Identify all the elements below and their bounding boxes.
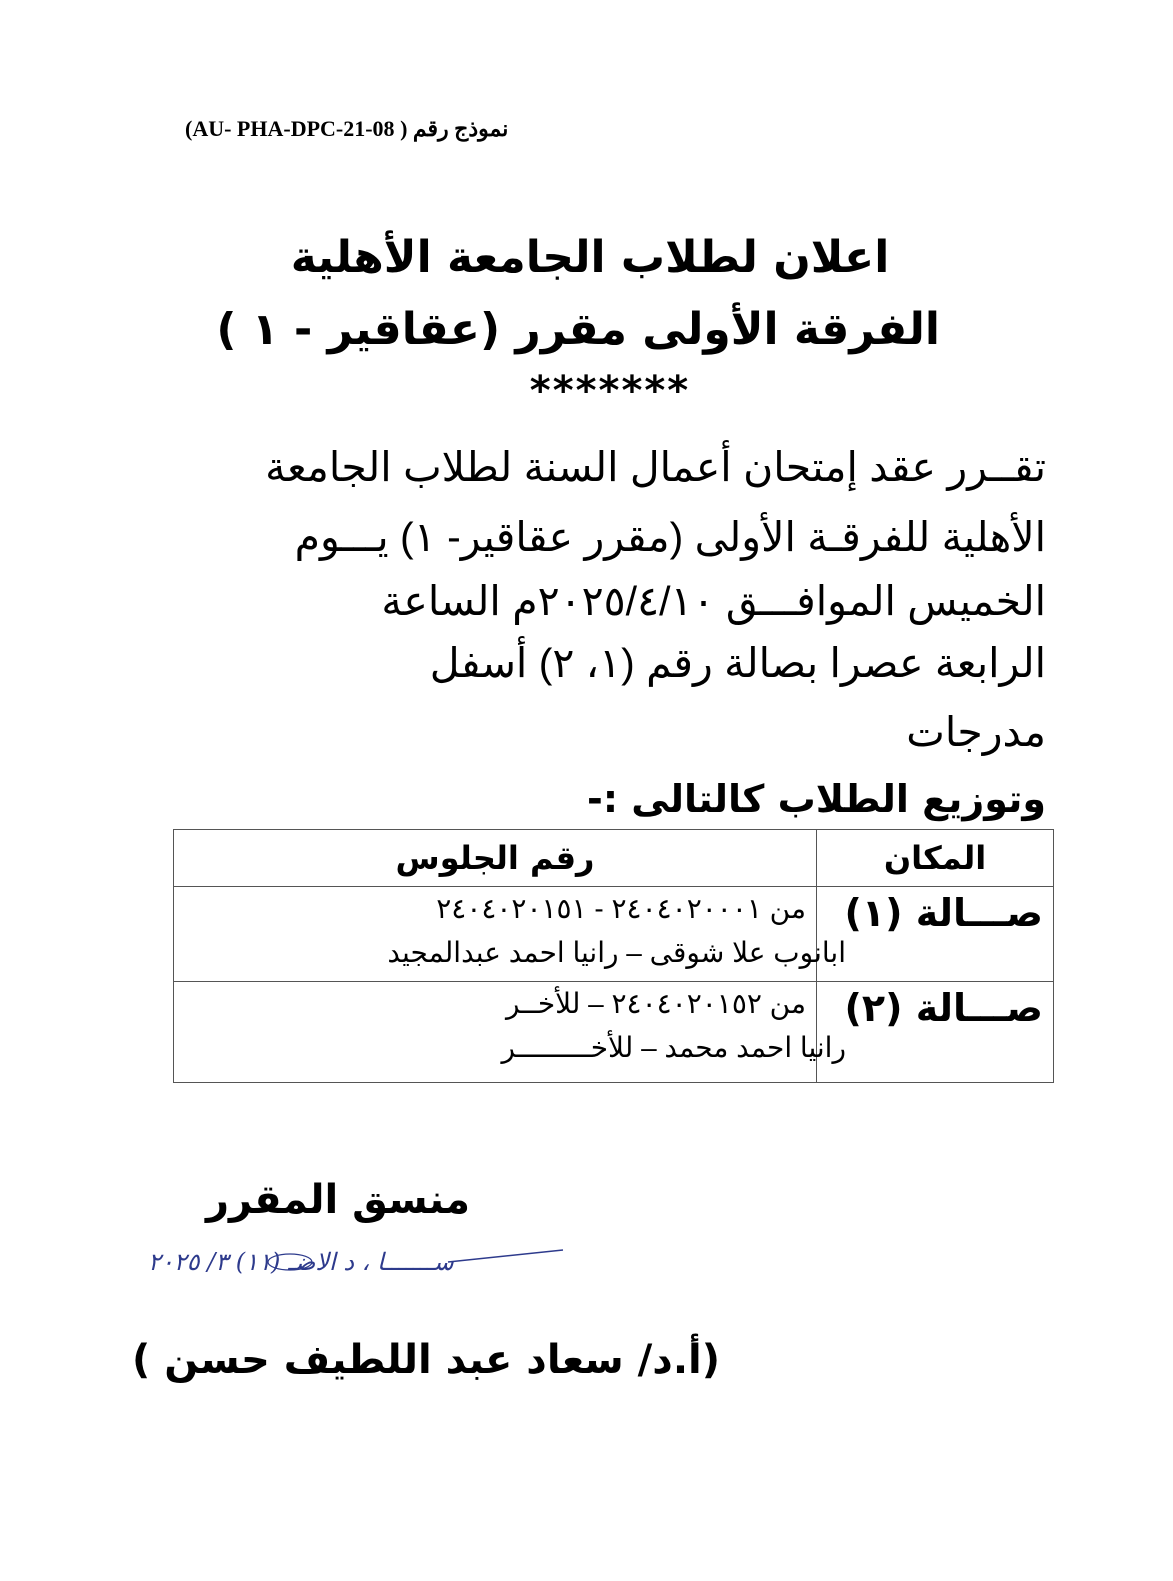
seat-range: من ٢٤٠٤٠٢٠٠٠١ - ٢٤٠٤٠٢٠١٥١ [436, 893, 806, 924]
seating-table [173, 829, 1054, 1083]
coordinator-name: (أ.د/ سعاد عبد اللطيف حسن ) [132, 1337, 720, 1383]
hall-cell: صـــالة (٢) [817, 982, 1054, 1083]
seat-range-cell [174, 982, 846, 1083]
table-row [174, 982, 1054, 1083]
seat-range-cell [174, 887, 846, 982]
hall-cell: صـــالة (١) [817, 887, 1054, 982]
signature-date: ســـــــا ، د الاضـ (١١) ٣/ ٢٠٢٥ [148, 1248, 454, 1276]
announcement-line-2: الأهلية للفرقـة الأولى (مقرر عقاقير- ١) يـــوم [294, 514, 1046, 560]
course-title: الفرقة الأولى مقرر (عقاقير - ١ ) [216, 304, 940, 355]
announcement-line-1: تقــرر عقد إمتحان أعمال السنة لطلاب الجامعة [265, 444, 1046, 490]
student-name-range: ابانوب علا شوقى – رانيا احمد عبدالمجيد [387, 937, 846, 968]
title-separator: ******* [529, 368, 691, 414]
distribution-label: وتوزيع الطلاب كالتالى :- [587, 777, 1046, 821]
student-name-range: رانيا احمد محمد – للأخـــــــــر [501, 1032, 846, 1063]
header-place: المكان [817, 830, 1054, 887]
announcement-title: اعلان لطلاب الجامعة الأهلية [290, 232, 890, 283]
table-header-row [174, 830, 1054, 887]
announcement-line-3: الخميس الموافـــق ٢٠٢٥/٤/١٠م الساعة [381, 578, 1046, 624]
form-code: نموذج رقم ( AU- PHA-DPC-21-08) [185, 116, 509, 141]
header-seat-number: رقم الجلوس [174, 830, 817, 887]
handwritten-signature [148, 1240, 568, 1290]
announcement-line-4: الرابعة عصرا بصالة رقم (١، ٢) أسفل [429, 640, 1046, 686]
announcement-line-5: مدرجات [906, 709, 1046, 755]
table-row [174, 887, 1054, 982]
seat-range: من ٢٤٠٤٠٢٠١٥٢ – للأخــر [505, 988, 806, 1019]
coordinator-title: منسق المقرر [205, 1177, 470, 1223]
